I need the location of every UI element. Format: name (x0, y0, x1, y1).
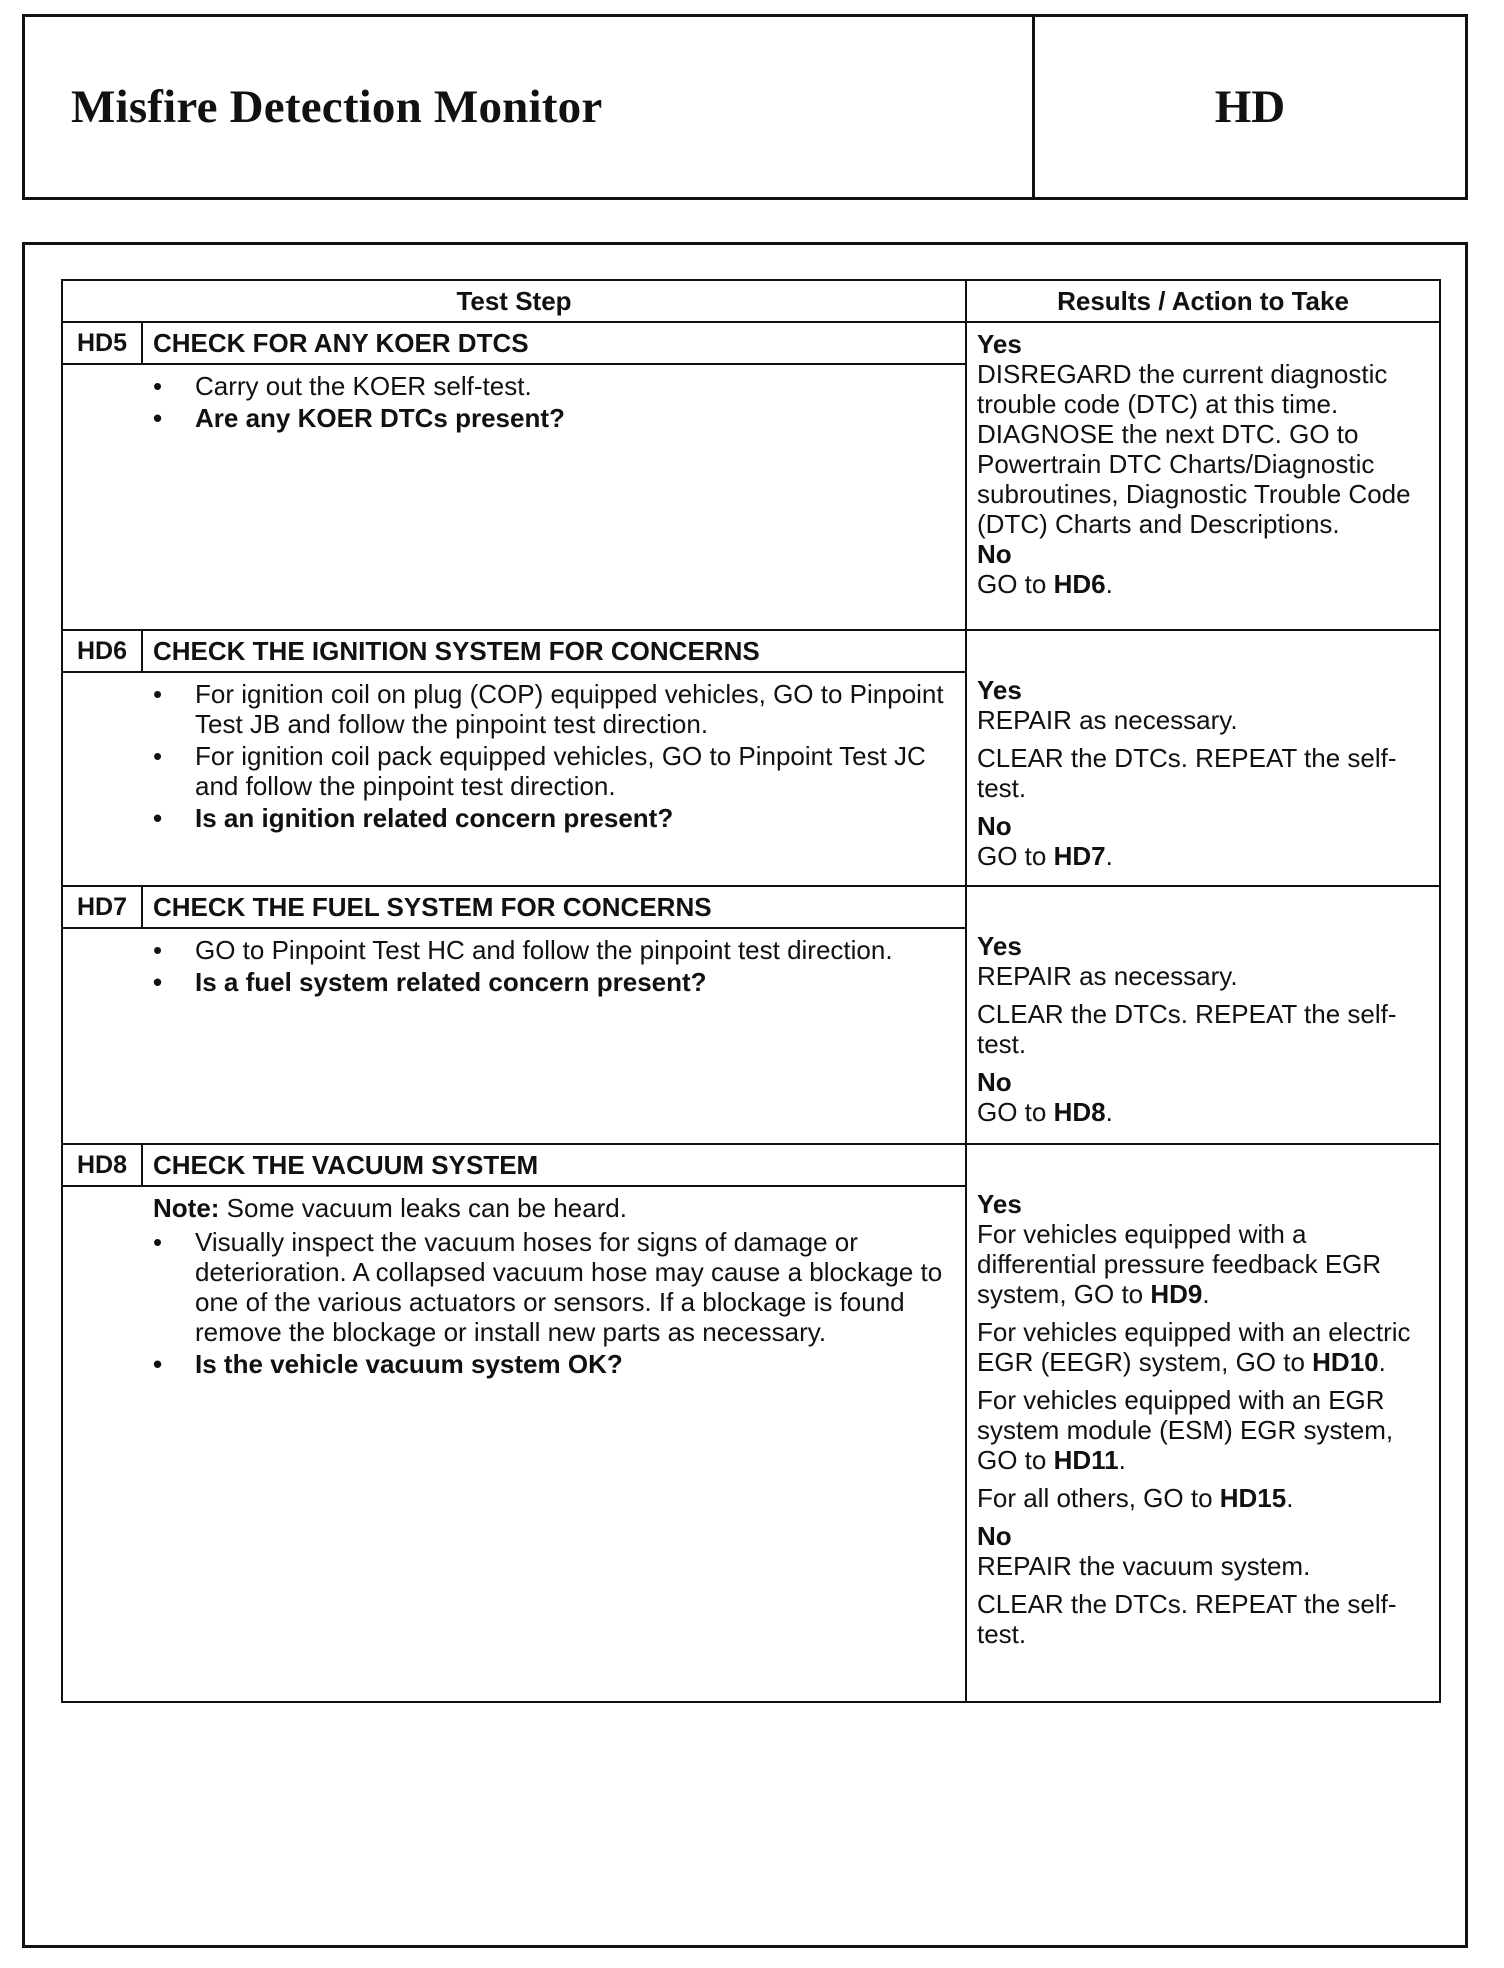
list-item: • GO to Pinpoint Test HC and follow the pinpoint test direction. (153, 935, 951, 965)
step-id: HD5 (63, 323, 143, 363)
step-body (63, 365, 965, 445)
yes-action (977, 1317, 1429, 1377)
no-action-text: GO to (977, 841, 1054, 871)
yes-action: CLEAR the DTCs. REPEAT the self-test. (977, 999, 1397, 1059)
table-row (62, 322, 1440, 630)
no-action-text: GO to (977, 1097, 1054, 1127)
document-header (22, 14, 1468, 200)
content-frame (22, 242, 1468, 1948)
no-action (977, 1097, 1429, 1127)
yes-label: Yes (977, 675, 1022, 705)
yes-label: Yes (977, 329, 1022, 359)
table-row (62, 1144, 1440, 1702)
no-action (977, 569, 1429, 599)
no-action-suffix: . (1105, 1097, 1113, 1127)
goto-target: HD10 (1312, 1347, 1379, 1377)
step-title: CHECK THE FUEL SYSTEM FOR CONCERNS (153, 891, 712, 922)
yes-action-suffix: . (1118, 1445, 1126, 1475)
step-heading (63, 631, 965, 673)
step-heading (63, 887, 965, 929)
yes-action-text: For all others, GO to (977, 1483, 1220, 1513)
yes-action (977, 1385, 1429, 1475)
step-heading (63, 323, 965, 365)
test-step-cell (62, 630, 966, 886)
step-title: CHECK THE IGNITION SYSTEM FOR CONCERNS (153, 635, 760, 666)
step-question: • Is an ignition related concern present? (153, 803, 951, 833)
code-cell (1035, 17, 1465, 197)
yes-action-suffix: . (1202, 1279, 1210, 1309)
section-code: HD (1214, 81, 1286, 133)
no-action-suffix: . (1105, 841, 1113, 871)
list-item: • Carry out the KOER self-test. (153, 371, 951, 401)
no-action-suffix: . (1105, 569, 1113, 599)
step-body (63, 673, 965, 845)
list-item: • For ignition coil pack equipped vehicles, GO to Pinpoint Test JC and follow the pinpoint test direction. (153, 741, 951, 801)
step-question: • Are any KOER DTCs present? (153, 403, 951, 433)
yes-action (977, 1219, 1429, 1309)
no-label: No (977, 811, 1012, 841)
no-label: No (977, 1067, 1012, 1097)
step-id: HD6 (63, 631, 143, 671)
title-cell (25, 17, 1035, 197)
result-cell (966, 1144, 1440, 1702)
goto-target: HD9 (1150, 1279, 1203, 1309)
document-title: Misfire Detection Monitor (71, 81, 603, 133)
no-action-text: GO to (977, 569, 1054, 599)
note-text: Some vacuum leaks can be heard. (219, 1193, 627, 1223)
yes-action: REPAIR as necessary. (977, 705, 1238, 735)
step-body (63, 929, 965, 1009)
list-item: • Visually inspect the vacuum hoses for signs of damage or deterioration. A collapsed vacuum hose may cause a blockage to one of the various actuators or sensors. If a blockage is found remove the blockage or install new parts as necessary. (153, 1227, 951, 1347)
step-title: CHECK THE VACUUM SYSTEM (153, 1149, 539, 1180)
test-step-cell (62, 1144, 966, 1702)
result-cell (966, 322, 1440, 630)
no-action: REPAIR the vacuum system. (977, 1551, 1311, 1581)
yes-action: CLEAR the DTCs. REPEAT the self-test. (977, 743, 1397, 803)
no-label: No (977, 539, 1012, 569)
yes-action-suffix: . (1378, 1347, 1386, 1377)
no-label: No (977, 1521, 1012, 1551)
no-action: CLEAR the DTCs. REPEAT the self-test. (977, 1589, 1397, 1649)
table-header-row (62, 280, 1440, 322)
step-title: CHECK FOR ANY KOER DTCS (153, 327, 529, 358)
yes-action: REPAIR as necessary. (977, 961, 1238, 991)
step-heading (63, 1145, 965, 1187)
test-step-table (61, 279, 1441, 1703)
goto-target: HD6 (1053, 569, 1106, 599)
yes-action-suffix: . (1286, 1483, 1294, 1513)
yes-action-text: For vehicles equipped with an EGR system module (ESM) EGR system, GO to (977, 1385, 1394, 1475)
yes-action: DISREGARD the current diagnostic trouble code (DTC) at this time. DIAGNOSE the next DTC. GO to Powertrain DTC Charts/Diagnostic subroutines, Diagnostic Trouble Code (DTC) Charts and Descriptions. (977, 359, 1411, 539)
yes-action (977, 1483, 1429, 1513)
goto-target: HD15 (1219, 1483, 1287, 1513)
step-id: HD8 (63, 1145, 143, 1185)
list-item: • For ignition coil on plug (COP) equipped vehicles, GO to Pinpoint Test JB and follow the pinpoint test direction. (153, 679, 951, 739)
yes-label: Yes (977, 931, 1022, 961)
step-id: HD7 (63, 887, 143, 927)
test-step-cell (62, 886, 966, 1144)
yes-action-text: For vehicles equipped with an electric EGR (EEGR) system, GO to (977, 1317, 1411, 1377)
step-note (153, 1193, 951, 1223)
step-body (63, 1187, 965, 1391)
yes-action-text: For vehicles equipped with a differential pressure feedback EGR system, GO to (977, 1219, 1382, 1309)
no-action (977, 841, 1429, 871)
yes-label: Yes (977, 1189, 1022, 1219)
column-header-results: Results / Action to Take (966, 280, 1440, 322)
result-cell (966, 630, 1440, 886)
goto-target: HD7 (1053, 841, 1106, 871)
step-question: • Is the vehicle vacuum system OK? (153, 1349, 951, 1379)
column-header-test-step: Test Step (62, 280, 966, 322)
step-question: • Is a fuel system related concern present? (153, 967, 951, 997)
note-label: Note: (153, 1193, 220, 1223)
table-row (62, 630, 1440, 886)
result-cell (966, 886, 1440, 1144)
test-step-cell (62, 322, 966, 630)
goto-target: HD8 (1053, 1097, 1106, 1127)
goto-target: HD11 (1053, 1445, 1119, 1475)
table-row (62, 886, 1440, 1144)
